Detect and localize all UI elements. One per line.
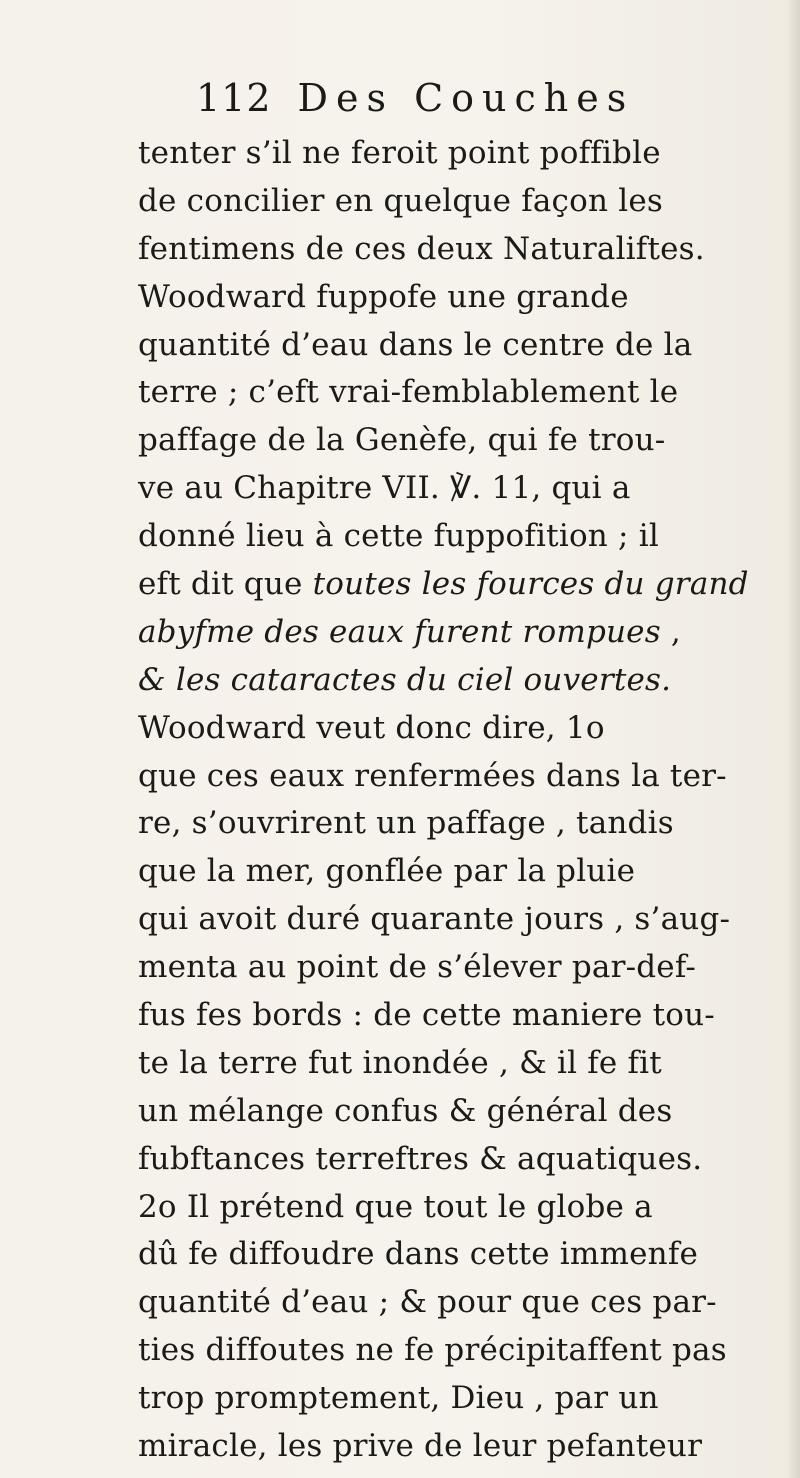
text-line: Woodward veut donc dire, 1o bbox=[138, 709, 605, 746]
text-line: abyfme des eaux furent rompues , bbox=[138, 613, 681, 650]
text-line: re, s’ouvrirent un paffage , tandis bbox=[138, 805, 674, 842]
text-line: tenter s’il ne feroit point poffible bbox=[138, 135, 661, 171]
text-line: fentimens de ces deux Naturaliftes. bbox=[138, 230, 705, 267]
text-line: qui avoit duré quarante jours , s’aug- bbox=[138, 901, 731, 938]
text-line: de concilier en quelque façon les bbox=[138, 182, 663, 219]
text-line: dû fe diffoudre dans cette immenfe bbox=[138, 1236, 699, 1273]
text-line: ve au Chapitre VII. ℣. 11, qui a bbox=[138, 470, 631, 507]
page-number: 112 bbox=[196, 76, 272, 120]
text-line: Woodward fuppofe une grande bbox=[138, 278, 629, 315]
running-title: Des Couches bbox=[297, 76, 635, 120]
running-head bbox=[196, 76, 656, 126]
text-line: eft dit que toutes les fources du grand bbox=[138, 566, 749, 603]
text-line: que ces eaux renfermées dans la ter- bbox=[138, 757, 727, 794]
text-line: & les cataractes du ciel ouvertes. bbox=[138, 661, 672, 698]
text-line: 2o Il prétend que tout le globe a bbox=[138, 1188, 653, 1225]
text-line: ties diffoutes ne fe précipitaffent pas bbox=[138, 1332, 727, 1369]
text-line: quantité d’eau ; & pour que ces par- bbox=[138, 1284, 717, 1321]
text-line: un mélange confus & général des bbox=[138, 1092, 673, 1129]
text-line: te la terre fut inondée , & il fe fit bbox=[138, 1044, 662, 1081]
text-line: trop promptement, Dieu , par un bbox=[138, 1380, 659, 1417]
text-line: fus fes bords : de cette maniere tou- bbox=[138, 997, 715, 1034]
text-line: que la mer, gonflée par la pluie bbox=[138, 853, 636, 890]
text-line: quantité d’eau dans le centre de la bbox=[138, 326, 693, 363]
text-line: terre ; c’eft vrai-femblablement le bbox=[138, 374, 679, 411]
body-text bbox=[138, 130, 798, 1471]
text-line: menta au point de s’élever par-def- bbox=[138, 949, 697, 986]
text-line: paffage de la Genèfe, qui fe trou- bbox=[138, 422, 666, 459]
text-line: donné lieu à cette fuppofition ; il bbox=[138, 518, 659, 555]
text-line: miracle, les prive de leur pefanteur bbox=[138, 1428, 703, 1465]
text-line: fubftances terreftres & aquatiques. bbox=[138, 1140, 703, 1177]
